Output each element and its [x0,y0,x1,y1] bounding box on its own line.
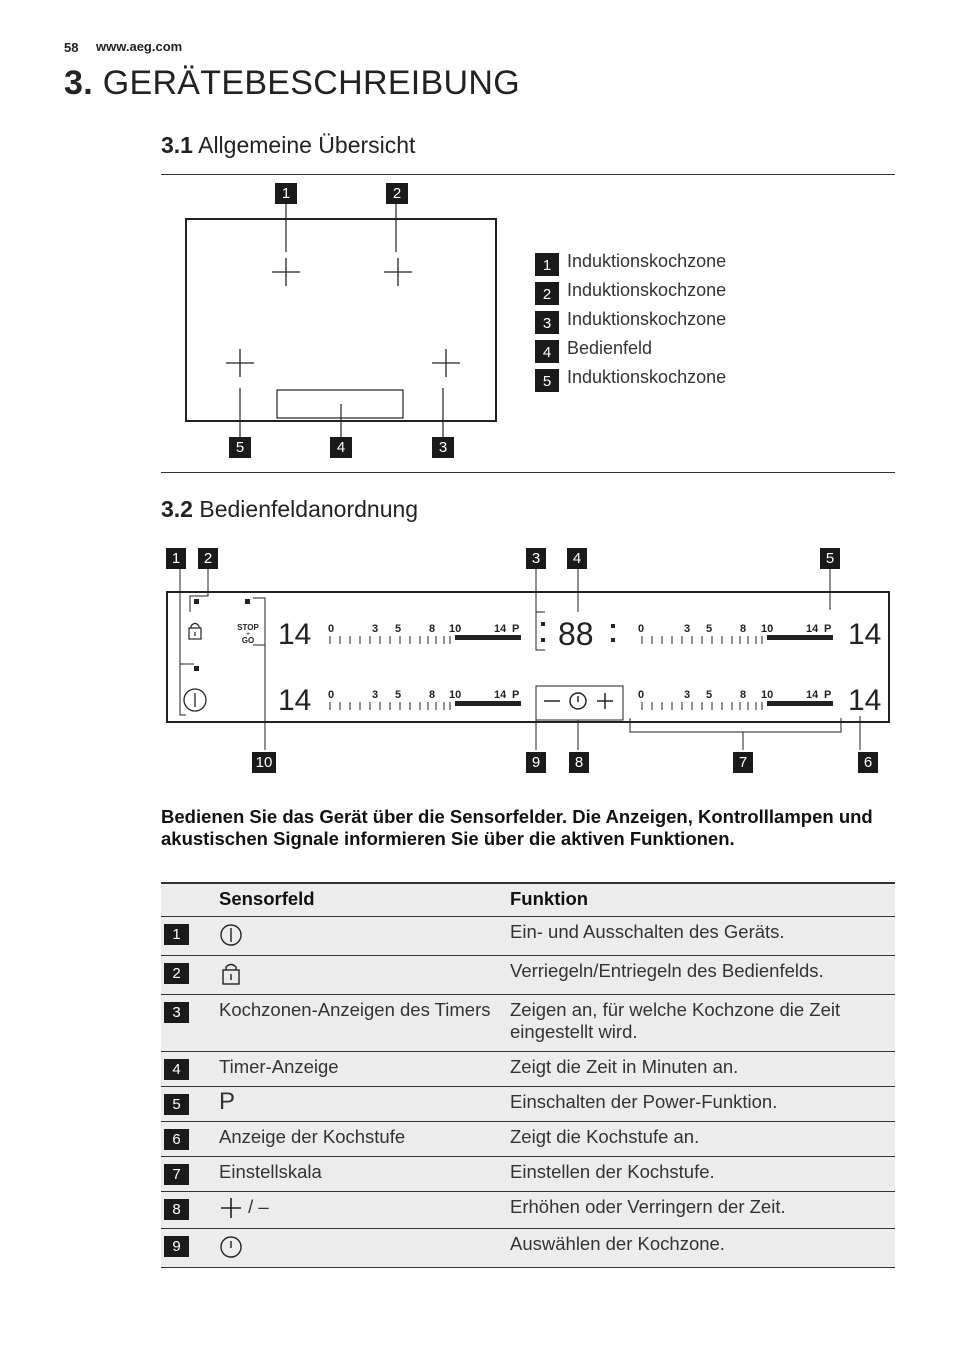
power-display: 14 [848,684,882,717]
scale-label: 3 [684,689,691,701]
power-icon [184,689,206,711]
row-number: 3 [164,1002,189,1023]
scale-top-right [638,623,833,644]
section-number: 3.1 [161,132,193,158]
chapter-title [64,64,520,103]
scale-label: 0 [328,689,335,701]
intro-text: Bedienen Sie das Gerät über die Sensorfelder. Die Anzeigen, Kontrolllampen und akustischen Signale informieren Sie über die aktiven Funktionen. [161,806,873,849]
legend-number: 3 [535,311,559,334]
plus-label: + [245,631,251,638]
table-row [161,917,895,956]
section-divider [161,174,895,175]
legend-text: Bedienfeld [567,338,653,358]
stop-label: STOP [237,623,259,632]
power-display: 14 [848,618,882,651]
callout-3: 3 [526,548,546,569]
power-display: 14 [278,618,312,651]
function-text: Zeigt die Kochstufe an. [510,1122,895,1157]
legend-number: 2 [535,282,559,305]
function-text: Zeigt die Zeit in Minuten an. [510,1052,895,1087]
lock-icon [189,624,201,640]
scale-label: 14 [806,623,819,635]
function-text: Auswählen der Kochzone. [510,1229,895,1268]
callout-1: 1 [275,183,297,204]
scale-label: 10 [761,689,774,701]
function-text: Einstellen der Kochstufe. [510,1157,895,1192]
section-title-text: Allgemeine Übersicht [198,132,416,158]
scale-label: 5 [395,689,402,701]
callout-2: 2 [198,548,218,569]
scale-label: 0 [638,689,645,701]
control-panel-diagram [160,540,896,780]
row-number: 7 [164,1164,189,1185]
chapter-number: 3. [64,64,93,102]
callout-2: 2 [386,183,408,204]
callout-5: 5 [820,548,840,569]
section-divider [161,472,895,473]
table-row [161,995,895,1052]
function-text: Verriegeln/Entriegeln des Bedienfelds. [510,956,895,995]
callout-7: 7 [733,752,753,773]
scale-label: 0 [328,623,335,635]
scale-label: 10 [761,623,774,635]
table-row [161,956,895,995]
scale-label: 3 [684,623,691,635]
scale-label: 5 [706,623,713,635]
callout-9: 9 [526,752,546,773]
power-display: 14 [278,684,312,717]
timer-icon [570,693,586,709]
scale-label: 3 [372,623,379,635]
column-header-function: Funktion [510,883,895,917]
control-panel-outline [277,390,403,418]
section-title-overview [161,132,415,159]
table-row [161,1192,895,1229]
row-number: 8 [164,1199,189,1220]
table-header-row [161,883,895,917]
plus-icon [219,1196,243,1220]
callout-4: 4 [567,548,587,569]
function-text: Einschalten der Power-Funktion. [510,1087,895,1122]
scale-label: 14 [494,623,507,635]
row-number: 2 [164,963,189,984]
sensor-text: Einstellskala [219,1157,510,1192]
legend-text: Induktionskochzone [567,309,727,329]
column-header-sensor: Sensorfeld [219,883,510,917]
scale-label: 3 [372,689,379,701]
scale-label: P [512,623,520,635]
sensor-text: Timer-Anzeige [219,1052,510,1087]
legend-text: Induktionskochzone [567,251,727,271]
callout-3: 3 [432,437,454,458]
function-text: Erhöhen oder Verringern der Zeit. [510,1192,895,1229]
sensor-text: / – [248,1196,269,1217]
legend-number: 4 [535,340,559,363]
callout-1: 1 [166,548,186,569]
scale-label: 8 [740,623,747,635]
plus-icon [597,693,613,709]
scale-label: 5 [706,689,713,701]
timer-icon [219,1235,243,1259]
section-number: 3.2 [161,496,193,522]
row-number: 4 [164,1059,189,1080]
scale-bottom-left [328,689,521,710]
chapter-title-text: GERÄTEBESCHREIBUNG [102,64,520,102]
callout-5: 5 [229,437,251,458]
table-row [161,1157,895,1192]
scale-bottom-right [638,689,833,710]
page-number: 58 [64,40,79,55]
timer-display: 88 [558,616,594,652]
row-number: 9 [164,1236,189,1257]
scale-label: 5 [395,623,402,635]
sensor-function-table [161,882,895,1268]
function-text: Ein- und Ausschalten des Geräts. [510,917,895,956]
legend-number: 5 [535,369,559,392]
scale-label: 10 [449,623,462,635]
row-number: 1 [164,924,189,945]
scale-label: 8 [740,689,747,701]
function-text: Zeigen an, für welche Kochzone die Zeit eingestellt wird. [510,995,895,1052]
zone-cross-markers [226,258,460,377]
table-row [161,1052,895,1087]
scale-label: 8 [429,623,436,635]
go-label: GO [241,636,255,645]
callout-4: 4 [330,437,352,458]
section-title-panel [161,496,418,523]
sensor-text: P [219,1087,510,1122]
scale-label: 14 [806,689,819,701]
legend-number: 1 [535,253,559,276]
power-icon [219,923,243,947]
sensor-text: Kochzonen-Anzeigen des Timers [219,995,510,1052]
hob-outline [186,219,496,421]
scale-label: 14 [494,689,507,701]
table-row [161,1122,895,1157]
scale-top-left [328,623,521,644]
callout-6: 6 [858,752,878,773]
scale-label: 10 [449,689,462,701]
scale-label: P [824,623,832,635]
table-row [161,1229,895,1268]
legend-text: Induktionskochzone [567,280,727,300]
legend-text: Induktionskochzone [567,367,727,387]
row-number: 6 [164,1129,189,1150]
scale-label: P [512,689,520,701]
section-title-text: Bedienfeldanordnung [199,496,419,522]
header-url: www.aeg.com [96,39,183,54]
table-row [161,1087,895,1122]
callout-10: 10 [252,752,276,773]
lock-icon [219,962,243,986]
hob-overview-diagram [160,180,520,465]
scale-label: P [824,689,832,701]
row-number: 5 [164,1094,189,1115]
callout-8: 8 [569,752,589,773]
scale-label: 0 [638,623,645,635]
scale-label: 8 [429,689,436,701]
sensor-text: Anzeige der Kochstufe [219,1122,510,1157]
